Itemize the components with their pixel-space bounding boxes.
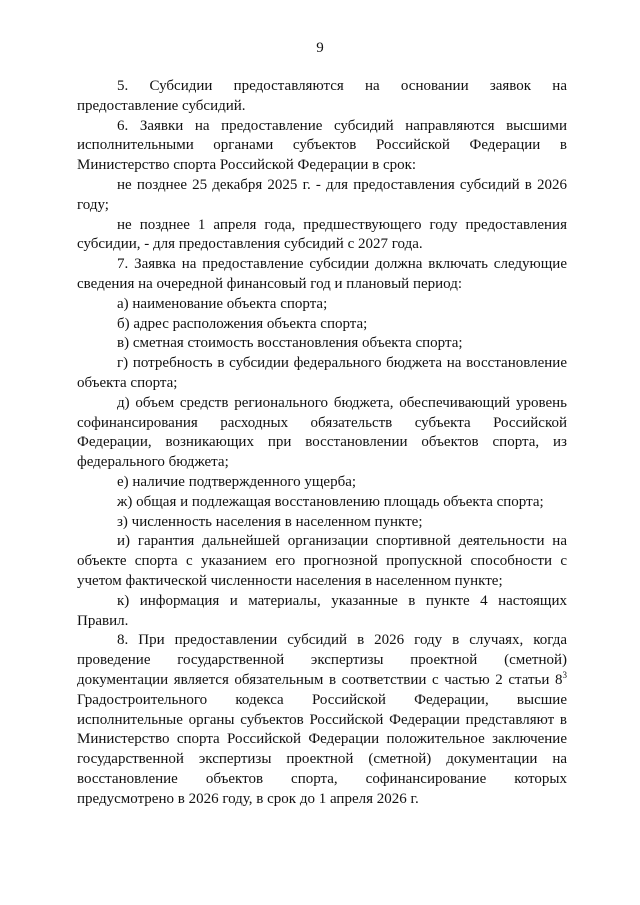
paragraph-7: 7. Заявка на предоставление субсидии должна включать следующие сведения на очередной финансовый год и плановый период: — [77, 256, 567, 292]
list-item-zh: ж) общая и подлежащая восстановлению площадь объекта спорта; — [117, 493, 544, 510]
list-item-v: в) сметная стоимость восстановления объекта спорта; — [117, 335, 463, 352]
document-body — [77, 77, 567, 809]
list-item-e: е) наличие подтвержденного ущерба; — [117, 473, 357, 490]
list-item-k: к) информация и материалы, указанные в пункте 4 настоящих Правил. — [77, 592, 567, 629]
list-item-g: г) потребность в субсидии федерального бюджета на восстановление объекта спорта; — [77, 355, 567, 391]
paragraph-8-text-start: 8. При предоставлении субсидий в 2026 году в случаях, когда проведение государственной экспертизы проектной (сметной) документации является обязательным в соответствии с частью 2 статьи 8 — [77, 632, 567, 688]
paragraph-5: 5. Субсидии предоставляются на основании заявок на предоставление субсидий. — [77, 78, 567, 114]
list-item-z: з) численность населения в населенном пункте; — [117, 513, 423, 530]
list-item-a: а) наименование объекта спорта; — [117, 295, 328, 312]
list-item-d: д) объем средств регионального бюджета, обеспечивающий уровень софинансирования расходных обязательств субъекта Российской Федерации, возникающих при восстановлении объектов спорта, из федерального бюджета; — [77, 394, 567, 471]
list-item-i: и) гарантия дальнейшей организации спортивной деятельности на объекте спорта с указанием его прогнозной пропускной способности с учетом фактической численности населения в населенном пункте; — [77, 533, 567, 589]
paragraph-6: 6. Заявки на предоставление субсидий направляются высшими исполнительными органами субъектов Российской Федерации в Министерство спорта Российской Федерации в срок: — [77, 117, 567, 174]
paragraph-8 — [77, 631, 567, 809]
page-number: 9 — [316, 40, 324, 56]
list-item-b: б) адрес расположения объекта спорта; — [117, 315, 368, 332]
paragraph-8-text-end: Градостроительного кодекса Российской Федерации, высшие исполнительные органы субъектов Российской Федерации представляют в Министерство спорта Российской Федерации положительное заключение государственной экспертизы проектной (сметной) документации на восстановление объектов спорта, софинансирование которых предусмотрено в 2026 году, в срок до 1 апреля 2026 г. — [77, 691, 567, 807]
paragraph-6-deadline-2026: не позднее 25 декабря 2025 г. - для предоставления субсидий в 2026 году; — [77, 176, 567, 213]
superscript: 3 — [562, 669, 567, 680]
paragraph-6-deadline-2027: не позднее 1 апреля года, предшествующего году предоставления субсидии, - для предоставления субсидий с 2027 года. — [77, 216, 567, 253]
